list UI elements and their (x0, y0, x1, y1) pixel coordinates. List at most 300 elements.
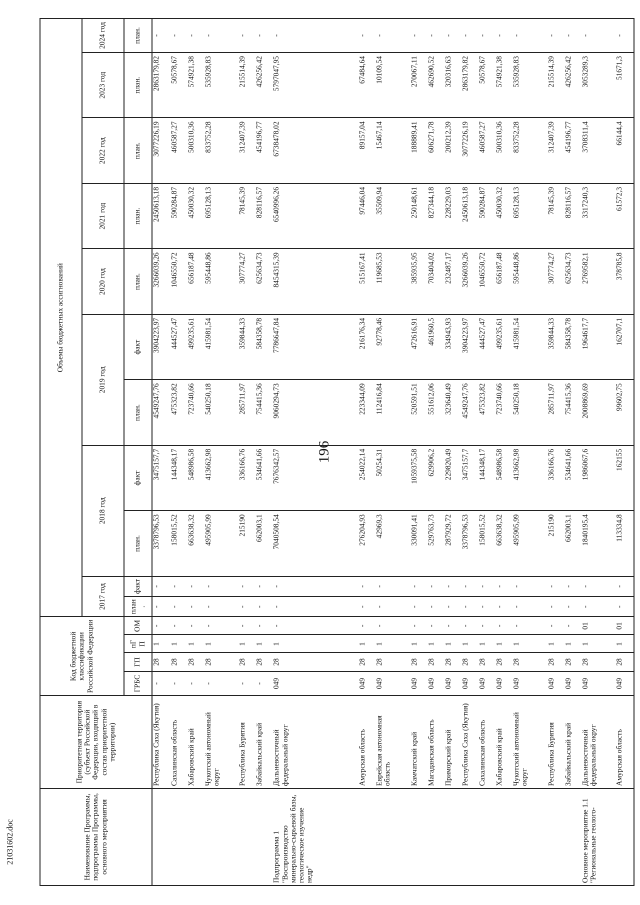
cell-territory: Хабаровский край (187, 696, 204, 789)
cell-p23: 215514,39 (239, 53, 256, 118)
cell-p18: 215190 (547, 511, 564, 576)
table-row (479, 19, 496, 886)
cell-p20: 3266039,26 (152, 249, 170, 314)
cell-p18: 662003,1 (564, 511, 581, 576)
cell-f18: 254022,14 (359, 445, 376, 510)
cell-f17: - (496, 576, 513, 596)
cell-grbs: 049 (564, 671, 581, 696)
cell-p24: - (564, 19, 581, 53)
cell-p17: - (564, 597, 581, 617)
cell-grbs: - (204, 671, 238, 696)
cell-p24: - (152, 19, 170, 53)
cell-p20: 595448,86 (204, 249, 238, 314)
cell-f18: 1986067,6 (581, 445, 615, 510)
cell-f19: 162707,1 (616, 314, 634, 379)
cell-gp: 28 (273, 653, 359, 671)
cell-grbs: - (170, 671, 187, 696)
cell-f18: 534641,66 (564, 445, 581, 510)
cell-territory: Чукотский автономный округ (513, 696, 547, 789)
table-row (496, 19, 513, 886)
cell-p20: 385935,95 (410, 249, 427, 314)
cell-p22: 460587,27 (479, 118, 496, 183)
cell-gp: 28 (239, 653, 256, 671)
cell-pgp: 1 (479, 635, 496, 653)
cell-p21: 695128,13 (204, 183, 238, 248)
cell-om: - (170, 617, 187, 635)
cell-gp: 28 (170, 653, 187, 671)
cell-f17: - (187, 576, 204, 596)
cell-gp: 28 (564, 653, 581, 671)
cell-grbs: 049 (410, 671, 427, 696)
header-plan-2024: план. (124, 19, 152, 53)
header-year-2022: 2022 год (82, 118, 124, 183)
cell-f18: 548986,58 (496, 445, 513, 510)
cell-f19: 472616,91 (410, 314, 427, 379)
header-grbs: ГРБС (124, 671, 152, 696)
cell-p23: 5797047,95 (273, 53, 359, 118)
cell-f19: 461960,5 (427, 314, 444, 379)
cell-p23: 535928,83 (204, 53, 238, 118)
cell-gp: 28 (479, 653, 496, 671)
cell-program (170, 788, 187, 885)
cell-territory: Забайкальский край (256, 696, 273, 789)
cell-p24: - (581, 19, 615, 53)
cell-p22: 833752,28 (204, 118, 238, 183)
cell-territory: Забайкальский край (564, 696, 581, 789)
cell-p20: 307774,27 (239, 249, 256, 314)
cell-om: - (239, 617, 256, 635)
cell-gp: 28 (256, 653, 273, 671)
cell-f19: 499235,61 (496, 314, 513, 379)
cell-p19: 4549247,76 (152, 380, 170, 445)
table-body (152, 19, 634, 886)
cell-p18: 158015,52 (479, 511, 496, 576)
cell-p20: 595448,86 (513, 249, 547, 314)
cell-f18: 144348,17 (170, 445, 187, 510)
cell-program: Основное мероприятие 1.1 "Региональные геолого- (581, 788, 615, 885)
cell-p19: 723740,66 (496, 380, 513, 445)
cell-territory: Чукотский автономный округ (204, 696, 238, 789)
table-header (40, 19, 152, 886)
cell-p23: 270067,11 (410, 53, 427, 118)
header-year-2017: 2017 год (82, 576, 124, 617)
cell-program (513, 788, 547, 885)
cell-p24: - (410, 19, 427, 53)
table-row (359, 19, 376, 886)
cell-gp: 28 (513, 653, 547, 671)
cell-p18: 3378796,53 (461, 511, 478, 576)
cell-grbs: 049 (479, 671, 496, 696)
cell-territory: Сахалинская область (170, 696, 187, 789)
cell-f19: 359844,33 (239, 314, 256, 379)
cell-p21: 2450613,18 (461, 183, 478, 248)
cell-p24: - (444, 19, 461, 53)
header-gp: ГП (124, 653, 152, 671)
cell-p19: 9060294,73 (273, 380, 359, 445)
cell-p21: 695128,13 (513, 183, 547, 248)
cell-p19: 520591,51 (410, 380, 427, 445)
cell-p21: 61572,3 (616, 183, 634, 248)
header-year-2021: 2021 год (82, 183, 124, 248)
header-pgp: пГП (124, 635, 152, 653)
cell-f17: - (359, 576, 376, 596)
cell-p17: - (152, 597, 170, 617)
cell-gp: 28 (461, 653, 478, 671)
cell-p18: 7040508,54 (273, 511, 359, 576)
cell-pgp: 1 (170, 635, 187, 653)
cell-p17: - (170, 597, 187, 617)
cell-territory: Дальневосточный федеральный округ (581, 696, 615, 789)
cell-p19: 2008869,69 (581, 380, 615, 445)
table-row (410, 19, 427, 886)
cell-p23: 67484,64 (359, 53, 376, 118)
cell-p18: 662003,1 (256, 511, 273, 576)
cell-f17: - (256, 576, 273, 596)
cell-f18: 548986,58 (187, 445, 204, 510)
cell-f17: - (616, 576, 634, 596)
cell-p17: - (359, 597, 376, 617)
cell-p22: 833752,28 (513, 118, 547, 183)
cell-om: - (187, 617, 204, 635)
cell-f17: - (444, 576, 461, 596)
cell-p19: 475323,82 (479, 380, 496, 445)
cell-territory: Дальневосточный федеральный округ (273, 696, 359, 789)
rotated-table-wrapper (40, 18, 635, 886)
cell-pgp: 1 (513, 635, 547, 653)
cell-p23: 51671,3 (616, 53, 634, 118)
cell-grbs: 049 (581, 671, 615, 696)
cell-pgp: 1 (376, 635, 410, 653)
cell-p22: 66144,4 (616, 118, 634, 183)
cell-p24: - (273, 19, 359, 53)
cell-p21: 828116,57 (256, 183, 273, 248)
cell-om: - (496, 617, 513, 635)
cell-territory: Республика Бурятия (239, 696, 256, 789)
cell-pgp: 1 (581, 635, 615, 653)
header-territory: Приоритетная территория (субъект Российской Федерации, входящий в состав приоритетной территории) (40, 696, 152, 789)
cell-grbs: 049 (513, 671, 547, 696)
header-plan-2018: план. (124, 511, 152, 576)
cell-f19: 584358,78 (564, 314, 581, 379)
cell-territory: Амурская область (359, 696, 376, 789)
cell-program (256, 788, 273, 885)
cell-p18: 495905,99 (513, 511, 547, 576)
cell-program (564, 788, 581, 885)
cell-f17: - (376, 576, 410, 596)
header-plan-2023: план. (124, 53, 152, 118)
cell-p20: 8454315,39 (273, 249, 359, 314)
cell-p22: 200212,39 (444, 118, 461, 183)
cell-grbs: - (239, 671, 256, 696)
cell-program (204, 788, 238, 885)
cell-p21: 6540996,26 (273, 183, 359, 248)
header-plan-2022: план. (124, 118, 152, 183)
cell-p18: 3378796,53 (152, 511, 170, 576)
cell-p21: 827344,18 (427, 183, 444, 248)
cell-pgp: 1 (359, 635, 376, 653)
cell-p21: 78145,39 (239, 183, 256, 248)
cell-p18: 495905,99 (204, 511, 238, 576)
cell-f19: 92778,46 (376, 314, 410, 379)
cell-grbs: 049 (496, 671, 513, 696)
cell-om: - (273, 617, 359, 635)
cell-f18: 1059375,58 (410, 445, 427, 510)
cell-program (187, 788, 204, 885)
cell-p22: 6738478,02 (273, 118, 359, 183)
cell-p19: 754415,36 (564, 380, 581, 445)
cell-om: - (513, 617, 547, 635)
cell-p24: - (547, 19, 564, 53)
table-row (461, 19, 478, 886)
cell-p23: 426256,42 (256, 53, 273, 118)
cell-p24: - (204, 19, 238, 53)
cell-p21: 828116,57 (564, 183, 581, 248)
cell-f19: 584358,78 (256, 314, 273, 379)
table-row (427, 19, 444, 886)
cell-territory: Республика Саха (Якутия) (461, 696, 478, 789)
cell-f18: 629906,2 (427, 445, 444, 510)
cell-f19: 415981,54 (513, 314, 547, 379)
table-row (444, 19, 461, 886)
cell-f19: 415981,54 (204, 314, 238, 379)
cell-program (461, 788, 478, 885)
header-year-2020: 2020 год (82, 249, 124, 314)
header-year-2018: 2018 год (82, 445, 124, 576)
cell-pgp: 1 (204, 635, 238, 653)
header-om: ОМ (124, 617, 152, 635)
cell-om: - (444, 617, 461, 635)
cell-p18: 663638,32 (187, 511, 204, 576)
cell-f19: 3904223,97 (461, 314, 478, 379)
cell-p18: 287929,72 (444, 511, 461, 576)
cell-territory: Амурская область (616, 696, 634, 789)
cell-f17: - (547, 576, 564, 596)
cell-territory: Магаданская область (427, 696, 444, 789)
cell-p20: 625634,73 (564, 249, 581, 314)
cell-grbs: - (256, 671, 273, 696)
cell-p17: - (616, 597, 634, 617)
header-plan-2017: план. (124, 597, 152, 617)
cell-f17: - (170, 576, 187, 596)
cell-p18: 42969,3 (376, 511, 410, 576)
cell-p20: 1046550,72 (170, 249, 187, 314)
cell-f18: 50254,31 (376, 445, 410, 510)
cell-p20: 2769582,1 (581, 249, 615, 314)
cell-p18: 158015,52 (170, 511, 187, 576)
cell-p17: - (479, 597, 496, 617)
cell-grbs: 049 (444, 671, 461, 696)
cell-grbs: 049 (547, 671, 564, 696)
cell-p22: 3077226,19 (152, 118, 170, 183)
table-row (547, 19, 564, 886)
cell-p17: - (461, 597, 478, 617)
table-row (376, 19, 410, 886)
cell-f17: - (152, 576, 170, 596)
cell-p19: 4549247,76 (461, 380, 478, 445)
cell-f17: - (564, 576, 581, 596)
cell-program (152, 788, 170, 885)
cell-pgp: 1 (461, 635, 478, 653)
cell-p23: 50578,67 (479, 53, 496, 118)
cell-territory: Приморский край (444, 696, 461, 789)
cell-pgp: 1 (410, 635, 427, 653)
table-row (513, 19, 547, 886)
cell-p17: - (239, 597, 256, 617)
header-fact-2019: факт (124, 314, 152, 379)
cell-grbs: 049 (376, 671, 410, 696)
cell-p17: - (513, 597, 547, 617)
cell-p20: 515167,41 (359, 249, 376, 314)
cell-p17: - (410, 597, 427, 617)
cell-f19: 444527,47 (479, 314, 496, 379)
cell-gp: 28 (616, 653, 634, 671)
cell-p22: 312407,39 (547, 118, 564, 183)
cell-p21: 228229,03 (444, 183, 461, 248)
document-id: 21031602.doc (5, 819, 15, 865)
cell-f18: 534641,66 (256, 445, 273, 510)
cell-f18: 336166,76 (547, 445, 564, 510)
cell-gp: 28 (187, 653, 204, 671)
cell-grbs: 049 (461, 671, 478, 696)
cell-p21: 590284,87 (170, 183, 187, 248)
cell-program (359, 788, 376, 885)
cell-grbs: 049 (427, 671, 444, 696)
cell-f17: - (239, 576, 256, 596)
cell-p22: 454196,77 (256, 118, 273, 183)
table-row (170, 19, 187, 886)
cell-p19: 540250,18 (513, 380, 547, 445)
cell-f17: - (513, 576, 547, 596)
cell-p17: - (581, 597, 615, 617)
cell-p21: 3317240,3 (581, 183, 615, 248)
cell-f18: 413662,98 (204, 445, 238, 510)
cell-p24: - (427, 19, 444, 53)
cell-program (479, 788, 496, 885)
cell-f17: - (204, 576, 238, 596)
cell-p18: 529763,73 (427, 511, 444, 576)
cell-program (496, 788, 513, 885)
cell-pgp: 1 (616, 635, 634, 653)
cell-om: - (427, 617, 444, 635)
cell-p22: 606271,78 (427, 118, 444, 183)
cell-p20: 119685,53 (376, 249, 410, 314)
cell-om: - (564, 617, 581, 635)
cell-p19: 285711,97 (239, 380, 256, 445)
cell-gp: 28 (410, 653, 427, 671)
cell-p24: - (239, 19, 256, 53)
cell-p20: 3266039,26 (461, 249, 478, 314)
cell-f17: - (461, 576, 478, 596)
cell-p18: 215190 (239, 511, 256, 576)
cell-territory: Республика Саха (Якутия) (152, 696, 170, 789)
cell-p24: - (376, 19, 410, 53)
cell-pgp: 1 (152, 635, 170, 653)
cell-grbs: - (187, 671, 204, 696)
cell-f17: - (427, 576, 444, 596)
cell-p24: - (256, 19, 273, 53)
header-year-2023: 2023 год (82, 53, 124, 118)
cell-gp: 28 (376, 653, 410, 671)
cell-f19: 499235,61 (187, 314, 204, 379)
cell-p20: 625634,73 (256, 249, 273, 314)
cell-p22: 500310,36 (187, 118, 204, 183)
cell-pgp: 1 (564, 635, 581, 653)
cell-f19: 3904223,97 (152, 314, 170, 379)
cell-om: - (376, 617, 410, 635)
cell-f18: 3475157,7 (461, 445, 478, 510)
cell-pgp: 1 (256, 635, 273, 653)
cell-p19: 723740,66 (187, 380, 204, 445)
cell-pgp: 1 (273, 635, 359, 653)
header-plan-2020: план. (124, 249, 152, 314)
cell-p19: 475323,82 (170, 380, 187, 445)
cell-pgp: 1 (239, 635, 256, 653)
cell-p24: - (170, 19, 187, 53)
table-row (239, 19, 256, 886)
budget-table (40, 18, 635, 886)
cell-p19: 551612,06 (427, 380, 444, 445)
table-row (187, 19, 204, 886)
cell-p22: 188889,41 (410, 118, 427, 183)
cell-p24: - (513, 19, 547, 53)
cell-f19: 444527,47 (170, 314, 187, 379)
cell-p21: 590284,87 (479, 183, 496, 248)
header-fact-2017: факт (124, 576, 152, 596)
cell-p23: 2863179,82 (152, 53, 170, 118)
cell-p21: 97446,04 (359, 183, 376, 248)
cell-territory: Сахалинская область (479, 696, 496, 789)
cell-p17: - (444, 597, 461, 617)
cell-f19: 334943,93 (444, 314, 461, 379)
cell-om: - (256, 617, 273, 635)
cell-p19: 112416,84 (376, 380, 410, 445)
cell-territory: Республика Бурятия (547, 696, 564, 789)
header-plan-2019: план. (124, 380, 152, 445)
cell-om: - (547, 617, 564, 635)
cell-p19: 754415,36 (256, 380, 273, 445)
cell-p17: - (256, 597, 273, 617)
cell-p19: 99602,75 (616, 380, 634, 445)
cell-territory: Хабаровский край (496, 696, 513, 789)
table-row (204, 19, 238, 886)
cell-p19: 540250,18 (204, 380, 238, 445)
cell-p18: 330091,41 (410, 511, 427, 576)
table-row (273, 19, 359, 886)
cell-p20: 307774,27 (547, 249, 564, 314)
cell-p22: 89157,04 (359, 118, 376, 183)
cell-p20: 656187,48 (187, 249, 204, 314)
cell-om: - (359, 617, 376, 635)
cell-p21: 450030,32 (496, 183, 513, 248)
cell-p22: 454196,77 (564, 118, 581, 183)
cell-gp: 28 (581, 653, 615, 671)
cell-p23: 50578,67 (170, 53, 187, 118)
cell-p24: - (461, 19, 478, 53)
cell-p21: 35509,94 (376, 183, 410, 248)
cell-om: - (204, 617, 238, 635)
cell-f19: 216176,34 (359, 314, 376, 379)
header-volumes: Объемы бюджетных ассигнований (40, 19, 82, 617)
cell-p19: 285711,97 (547, 380, 564, 445)
cell-pgp: 1 (444, 635, 461, 653)
cell-p23: 320316,63 (444, 53, 461, 118)
cell-p24: - (359, 19, 376, 53)
cell-p24: - (496, 19, 513, 53)
cell-f18: 144348,17 (479, 445, 496, 510)
cell-p22: 3077226,19 (461, 118, 478, 183)
cell-p23: 574921,38 (187, 53, 204, 118)
cell-p21: 78145,39 (547, 183, 564, 248)
